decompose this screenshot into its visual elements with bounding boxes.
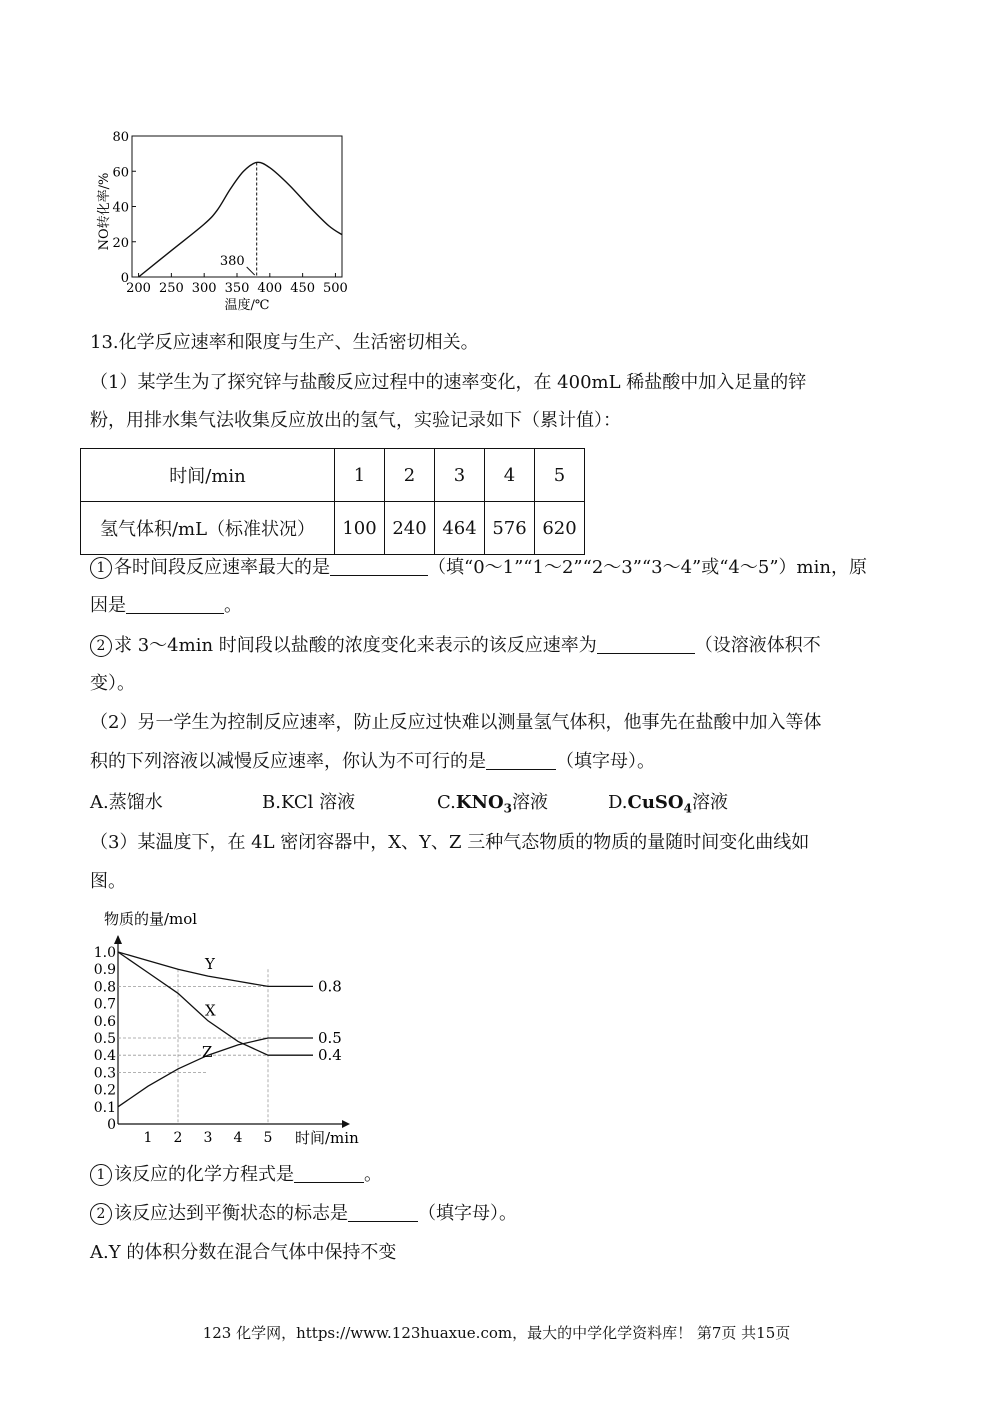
table-cell: 5 [535,449,585,502]
end-value-label: 0.8 [318,977,342,996]
x-tick-label: 450 [290,281,316,296]
y-tick-label: 60 [112,165,129,181]
answer-blank[interactable] [486,751,556,770]
question-text: 各时间段反应速率最大的是 [114,557,330,578]
x-tick-label: 5 [263,1130,273,1146]
formula: KNO [455,792,504,813]
peak-annotation-label: 380 [219,254,245,269]
y-tick-label: 0.2 [93,1082,116,1099]
x-tick-label: 350 [224,281,250,296]
x-tick-label: 500 [323,281,348,296]
table-cell: 1 [335,449,385,502]
y-tick-label: 0.3 [93,1065,116,1082]
table-cell: 576 [485,502,535,555]
part2-text-line2 [90,749,655,775]
question-text: 求 3～4min 时间段以盐酸的浓度变化来表示的该反应速率为 [114,635,597,656]
no-conversion-chart [90,122,360,317]
circled-number: 2 [90,1203,112,1225]
annotation-pointer [247,267,255,275]
question-text: （填字母）。 [556,751,655,772]
amount-vs-time-chart [86,902,386,1152]
question-1-1-cont [90,593,242,619]
option-letter: C. [437,792,456,813]
question-1-2-cont: 变）。 [90,673,135,694]
part3-text-line1: （3）某温度下，在 4L 密闭容器中，X、Y、Z 三种气态物质的物质的量随时间变化曲线如 [90,832,810,853]
question-1-1 [90,555,867,581]
series-line-y [118,952,313,986]
table-cell: 3 [435,449,485,502]
answer-blank[interactable] [348,1203,418,1222]
y-tick-label: 0.1 [93,1099,116,1116]
y-tick-label: 0.5 [93,1031,116,1047]
answer-blank[interactable] [330,557,428,576]
circled-number: 1 [90,1164,112,1186]
y-tick-label: 0.7 [93,996,116,1013]
y-axis-label: NO转化率/% [97,172,112,251]
y-axis-arrow [114,935,122,944]
hydrogen-volume-table [80,448,585,555]
formula-subscript: 4 [683,801,692,816]
y-axis-label: 物质的量/mol [104,910,198,928]
circled-number: 1 [90,557,112,579]
question-3-2-option-a: A.Y 的体积分数在混合气体中保持不变 [90,1242,397,1263]
formula-subscript: 3 [503,801,512,816]
answer-blank[interactable] [294,1164,364,1183]
x-tick-label: 4 [233,1130,243,1146]
question-3-2 [90,1201,517,1227]
y-tick-label: 40 [112,200,129,216]
table-header-volume: 氢气体积/mL（标准状况） [81,502,335,555]
question-text: 该反应达到平衡状态的标志是 [114,1203,348,1224]
circled-number: 2 [90,635,112,657]
y-tick-label: 0.8 [93,979,116,996]
series-line-z [118,1038,313,1107]
question-text: 。 [224,595,242,616]
table-row-time [81,449,585,502]
question-text: 。 [364,1164,382,1185]
table-cell: 4 [485,449,535,502]
table-cell: 620 [535,502,585,555]
y-tick-label: 0 [120,271,129,286]
page-footer: 123 化学网，https://www.123huaxue.com，最大的中学化学资料库！ 第7页 共15页 [202,1324,791,1342]
answer-blank[interactable] [126,595,224,614]
question-3-1 [90,1162,382,1188]
option-b: B.KCl 溶液 [262,792,356,813]
x-tick-label: 2 [173,1130,183,1146]
y-tick-label: 0.9 [93,962,116,979]
end-value-label: 0.4 [318,1046,342,1065]
x-tick-label: 3 [203,1130,213,1146]
x-tick-label: 400 [257,281,283,296]
question-text: 该反应的化学方程式是 [114,1164,294,1185]
y-tick-label: 0.6 [93,1013,116,1030]
x-tick-label: 250 [158,281,184,296]
x-tick-label: 300 [191,281,217,296]
y-tick-label: 80 [112,130,129,145]
x-tick-label: 200 [126,281,151,296]
question-text: 因是 [90,595,126,616]
question-text: 积的下列溶液以减慢反应速率，你认为不可行的是 [90,751,486,772]
series-label-z: Z [202,1042,213,1061]
series-label-x: X [205,1001,216,1020]
x-tick-label: 1 [143,1130,153,1146]
y-tick-label: 0.4 [93,1048,116,1065]
answer-blank[interactable] [597,635,695,654]
table-cell: 100 [335,502,385,555]
question-text: （填字母）。 [418,1203,517,1224]
x-axis-label: 时间/min [295,1129,359,1147]
question-text: （填“0～1”“1～2”“2～3”“3～4”或“4～5”）min，原 [428,557,867,578]
table-cell: 240 [385,502,435,555]
option-letter: D. [608,792,628,813]
option-text: 溶液 [691,792,728,813]
option-d [608,790,728,822]
part3-text-line2: 图。 [90,871,126,892]
question-1-2 [90,633,821,659]
y-tick-label: 20 [112,235,129,251]
series-label-y: Y [205,955,215,974]
x-axis-arrow [342,1120,350,1128]
question-text: （设溶液体积不 [694,635,821,656]
y-tick-label: 0 [107,1117,116,1133]
table-row-volume [81,502,585,555]
y-tick-label: 1.0 [93,945,116,961]
table-cell: 2 [385,449,435,502]
end-value-label: 0.5 [318,1029,342,1047]
option-a: A.蒸馏水 [90,792,163,813]
formula: CuSO [627,792,684,813]
question-13-title: 13.化学反应速率和限度与生产、生活密切相关。 [90,332,479,353]
part1-text-line2: 粉，用排水集气法收集反应放出的氢气，实验记录如下（累计值）： [90,410,621,431]
table-header-time: 时间/min [81,449,335,502]
part2-text-line1: （2）另一学生为控制反应速率，防止反应过快难以测量氢气体积，他事先在盐酸中加入等体 [90,712,822,733]
option-text: 溶液 [512,792,548,813]
part1-text-line1: （1）某学生为了探究锌与盐酸反应过程中的速率变化，在 400mL 稀盐酸中加入足量的锌 [90,372,807,393]
option-c [437,790,548,822]
x-axis-label: 温度/℃ [224,298,270,313]
table-cell: 464 [435,502,485,555]
